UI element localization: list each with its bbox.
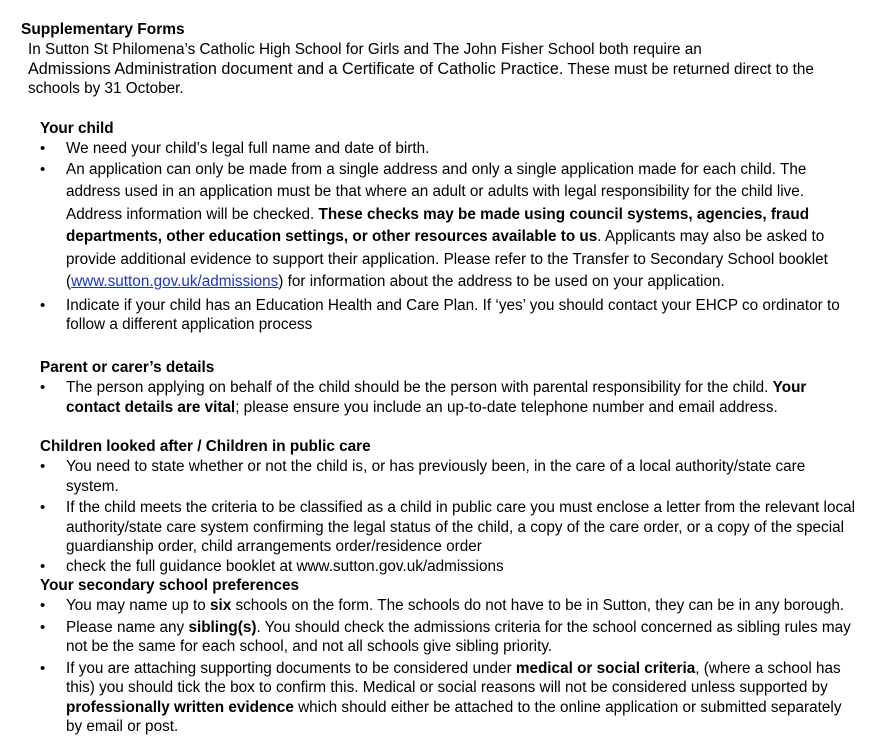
bullet-text-bold: medical or social criteria	[515, 659, 696, 677]
admissions-link[interactable]: www.sutton.gov.uk/admissions	[71, 273, 279, 290]
bullet-text: , (where a school has this) you should tick the box to confirm this. Medical or social reasons will not be considered unless supported by	[66, 659, 841, 696]
intro-text-1: In Sutton St Philomena’s Catholic High School for Girls and The John Fisher School both require an	[28, 41, 702, 58]
bullet-text-bold: These checks may be made using council systems, agencies, fraud departments, other education settings, or other resources available to us	[66, 205, 810, 245]
list-item	[0, 457, 860, 496]
bullet-text-bold: Your contact details are vital	[66, 379, 807, 416]
list-your-child	[0, 139, 860, 335]
section-title-parent: Parent or carer’s details	[40, 359, 215, 376]
list-item	[0, 498, 860, 557]
bullet-text: You need to state whether or not the child is, or has previously been, in the care of a local authority/state care system.	[66, 458, 806, 495]
bullet-icon: •	[40, 499, 46, 516]
bullet-text: If the child meets the criteria to be classified as a child in public care you must enclose a letter from the relevant local authority/state care system confirming the legal status of the child, a copy of the care order, or a copy of the special guardianship order, child arrangements order/residence order	[66, 499, 856, 555]
bullet-text: check the full guidance booklet at www.sutton.gov.uk/admissions	[66, 557, 504, 575]
bullet-text-bold: professionally written evidence	[66, 698, 294, 716]
bullet-icon: •	[40, 659, 46, 677]
bullet-icon: •	[40, 618, 46, 636]
bullet-icon: •	[40, 557, 46, 575]
bullet-icon: •	[40, 296, 46, 314]
bullet-text: which should either be attached to the online application or submitted separately by email or post.	[66, 698, 842, 735]
list-item	[0, 618, 860, 657]
bullet-text: Please name any	[66, 618, 189, 636]
bullet-text: ) for information about the address to be used on your application.	[278, 273, 725, 290]
list-item	[0, 296, 860, 335]
list-item	[0, 659, 860, 737]
list-parent	[0, 378, 860, 417]
bullet-text: The person applying on behalf of the child should be the person with parental responsibility for the child.	[66, 379, 773, 396]
bullet-icon: •	[40, 597, 46, 614]
heading-supplementary-forms: Supplementary Forms	[21, 21, 185, 38]
intro-text-2: Admissions Administration document and a Certificate of Catholic Practice.	[28, 59, 564, 78]
bullet-text: Indicate if your child has an Education Health and Care Plan. If ‘yes’ you should contact your EHCP co ordinator to follow a different application process	[66, 296, 840, 333]
intro-paragraph	[28, 40, 848, 99]
bullet-icon: •	[40, 379, 46, 396]
bullet-text-bold: sibling(s)	[188, 618, 257, 636]
bullet-text: If you are attaching supporting documents to be considered under	[66, 659, 516, 677]
list-preferences	[0, 596, 860, 737]
section-title-your-child: Your child	[40, 120, 114, 137]
bullet-text: . You should check the admissions criteria for the school concerned as sibling rules may not be the same for each school, and not all schools give sibling priority.	[66, 618, 851, 655]
bullet-text: An application can only be made from a single address and only a single application made for each child. The address used in an application must be that where an adult or adults with legal responsibility for the child live. Address information will be checked.	[66, 160, 807, 223]
list-item	[0, 139, 860, 159]
list-item	[0, 596, 860, 616]
bullet-text: ; please ensure you include an up-to-date telephone number and email address.	[235, 398, 778, 416]
list-item	[0, 378, 860, 417]
bullet-text-bold: six	[210, 597, 232, 614]
bullet-text: You may name up to	[66, 597, 210, 614]
bullet-icon: •	[40, 458, 46, 475]
bullet-text: schools on the form. The schools do not have to be in Sutton, they can be in any borough.	[231, 597, 845, 614]
section-title-preferences: Your secondary school preferences	[40, 577, 300, 594]
list-item	[0, 557, 860, 577]
list-looked-after	[0, 457, 860, 576]
section-title-looked-after: Children looked after / Children in public care	[40, 438, 371, 455]
bullet-text: We need your child’s legal full name and date of birth.	[66, 140, 430, 157]
list-item	[0, 159, 860, 294]
bullet-text: . Applicants may also be asked to provide additional evidence to support their application. Please refer to the Transfer to Secondary School booklet (	[66, 228, 828, 290]
intro-text-3: These must be returned direct to the schools by 31 October.	[28, 60, 814, 97]
bullet-icon: •	[40, 140, 46, 157]
bullet-icon: •	[40, 160, 46, 178]
